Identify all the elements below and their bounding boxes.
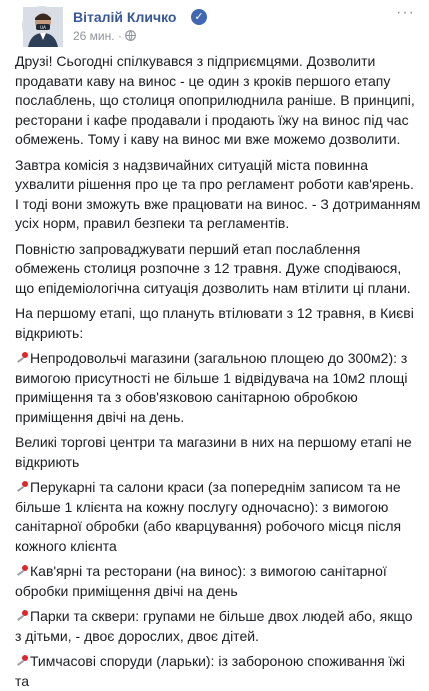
pushpin-icon	[15, 610, 29, 622]
list-item: Великі торгові центри та магазини в них на першому етапі не відкриють	[15, 434, 412, 470]
more-options-icon[interactable]: ···	[396, 4, 415, 21]
list-item	[15, 562, 421, 601]
list-item	[15, 607, 421, 646]
avatar-photo-icon	[23, 7, 63, 47]
list-item-text: Кав'ярні та ресторани (на винос): з вимогою санітарної обробки приміщення двічі на день	[15, 563, 387, 599]
list-item	[15, 349, 421, 427]
separator-dot: ·	[117, 29, 126, 43]
list-item-text: Тимчасові споруди (ларьки): із забороною споживання їжі та	[15, 653, 406, 689]
post-paragraph: Друзі! Сьогодні спілкувався з підприємцями. Дозволити продавати каву на винос - це один з кроків першого етапу послаблень, що столиця опоприлюднила раніше. В принципі, ресторани і кафе продавали і продають їжу на винос під час обмежень. Тому і каву на винос ми вже можемо дозволити.	[15, 53, 415, 147]
pushpin-icon	[15, 565, 29, 577]
pushpin-icon	[15, 481, 29, 493]
post-meta	[73, 29, 136, 43]
post-header	[15, 0, 421, 52]
post-timestamp[interactable]: 26 мин.	[73, 29, 115, 43]
post-paragraph: Завтра комісія з надзвичайних ситуацій міста повинна ухвалити рішення про це та про регламент роботи кав'ярень. І тоді вони зможуть вже працювати на винос. - З дотриманням усіх норм, правил безпеки та регламентів.	[15, 156, 421, 231]
public-audience-icon[interactable]	[125, 29, 136, 43]
author-name[interactable]: Віталій Кличко	[73, 9, 177, 25]
post-paragraph: На першому етапі, що плануть втілювати з 12 травня, в Києві відкриють:	[15, 305, 414, 341]
verified-badge-icon: ✓	[191, 9, 207, 25]
list-item	[15, 652, 421, 691]
svg-text:UA: UA	[40, 24, 46, 30]
list-item	[15, 478, 421, 556]
pushpin-icon	[15, 352, 29, 364]
list-item-text: Парки та сквери: групами не більше двох людей або, якщо з дітьми, - двоє дорослих, двоє дітей.	[15, 608, 413, 644]
author-avatar[interactable]	[22, 6, 62, 46]
post-paragraph: Повністю запроваджувати перший етап послаблення обмежень столиця розпочне з 12 травня. Дуже сподіваюся, що епідеміологічна ситуація дозволить нам втілити ці плани.	[15, 240, 411, 296]
list-item-text: Непродовольчі магазини (загальною площею до 300м2): з вимогою присутності не більше 1 відвідувача на 10м2 площі приміщення та з обов'язковою санітарною обробкою приміщення двічі на день.	[15, 350, 408, 425]
pushpin-icon	[15, 655, 29, 667]
post-body	[15, 52, 421, 691]
list-item-text: Перукарні та салони краси (за попереднім записом та не більше 1 клієнта на кожну послугу одночасно): з вимогою санітарної обробки (або кварцування) робочого місця після кожного клієнта	[15, 479, 402, 554]
